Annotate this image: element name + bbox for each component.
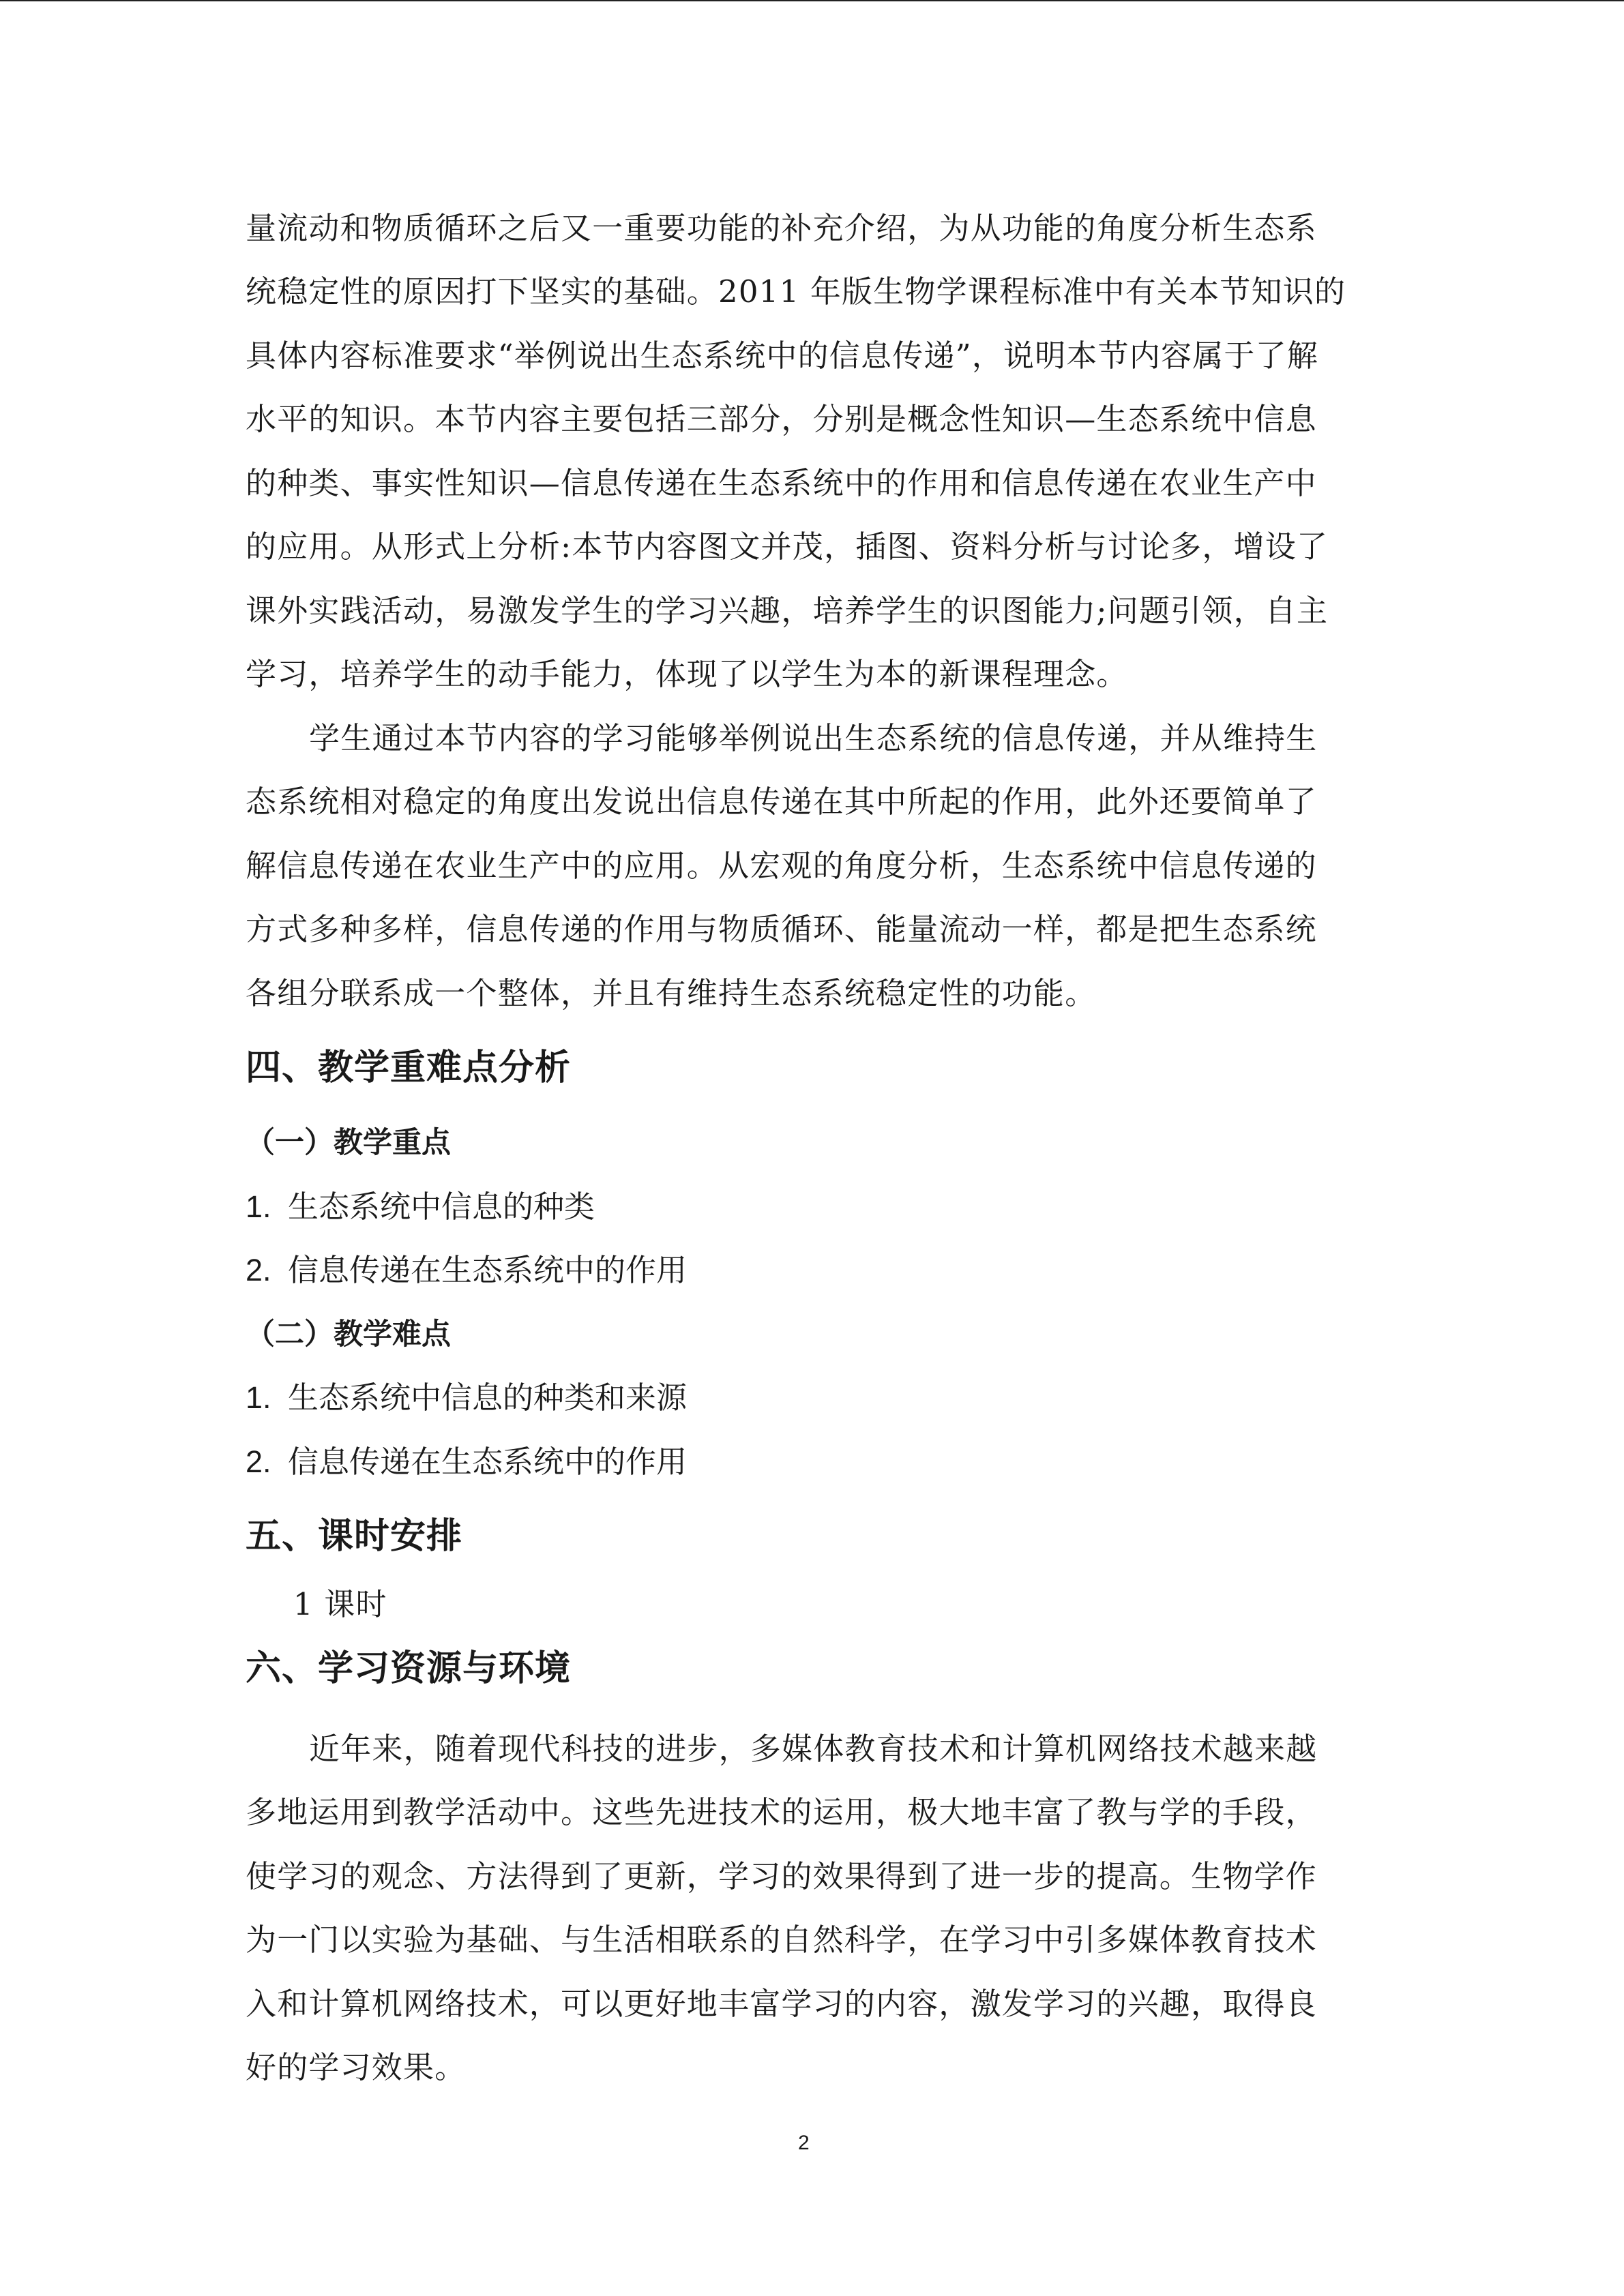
paragraph-1-line: 水平的知识。本节内容主要包括三部分，分别是概念性知识—生态系统中信息 [246, 401, 1317, 437]
paragraph-1-line: 课外实践活动，易激发学生的学习兴趣，培养学生的识图能力;问题引领，自主 [246, 593, 1329, 629]
list-item [246, 1377, 687, 1418]
section-6-paragraph-line: 近年来，随着现代科技的进步，多媒体教育技术和计算机网络技术越来越 [309, 1731, 1318, 1767]
list-item-text: 生态系统中信息的种类和来源 [288, 1380, 688, 1416]
section-6-paragraph-line: 入和计算机网络技术，可以更好地丰富学习的内容，激发学习的兴趣，取得良 [246, 1986, 1317, 2022]
paragraph-1-line: 学习，培养学生的动手能力，体现了以学生为本的新课程理念。 [246, 656, 1128, 692]
list-item-text: 生态系统中信息的种类 [288, 1189, 595, 1225]
paragraph-2-line: 态系统相对稳定的角度出发说出信息传递在其中所起的作用，此外还要简单了 [246, 784, 1317, 820]
subsection-key-points-heading: （一）教学重点 [246, 1126, 451, 1160]
list-item [246, 1250, 687, 1291]
paragraph-2-line: 方式多种多样，信息传递的作用与物质循环、能量流动一样，都是把生态系统 [246, 911, 1317, 947]
section-6-paragraph-line: 为一门以实验为基础、与生活相联系的自然科学，在学习中引多媒体教育技术 [246, 1922, 1317, 1958]
list-item-number: 2. [246, 1444, 271, 1479]
paragraph-1-line: 的应用。从形式上分析:本节内容图文并茂，插图、资料分析与讨论多，增设了 [246, 528, 1329, 565]
paragraph-1-line: 统稳定性的原因打下坚实的基础。2011 年版生物学课程标准中有关本节知识的 [246, 273, 1346, 310]
page-number: 2 [798, 2132, 810, 2154]
section-5-heading: 五、课时安排 [246, 1516, 463, 1557]
page-top-border [0, 0, 1624, 1]
section-4-heading: 四、教学重难点分析 [246, 1047, 572, 1088]
section-6-heading: 六、学习资源与环境 [246, 1648, 572, 1689]
section-6-paragraph-line: 使学习的观念、方法得到了更新，学习的效果得到了进一步的提高。生物学作 [246, 1858, 1317, 1894]
section-6-paragraph-line: 好的学习效果。 [246, 2049, 467, 2085]
paragraph-1-line: 具体内容标准要求“举例说出生态系统中的信息传递”，说明本节内容属于了解 [246, 338, 1319, 374]
list-item [246, 1187, 595, 1227]
paragraph-2-line: 学生通过本节内容的学习能够举例说出生态系统的信息传递，并从维持生 [309, 720, 1318, 756]
list-item-text: 信息传递在生态系统中的作用 [288, 1252, 688, 1288]
paragraph-1-line: 的种类、事实性知识—信息传递在生态系统中的作用和信息传递在农业生产中 [246, 465, 1317, 501]
class-hours-text: 1 课时 [293, 1586, 387, 1622]
paragraph-2-line: 解信息传递在农业生产中的应用。从宏观的角度分析，生态系统中信息传递的 [246, 848, 1317, 884]
list-item-number: 1. [246, 1380, 271, 1415]
paragraph-2-line: 各组分联系成一个整体，并且有维持生态系统稳定性的功能。 [246, 975, 1097, 1011]
subsection-difficulties-heading: （二）教学难点 [246, 1317, 451, 1352]
list-item-number: 1. [246, 1189, 271, 1224]
list-item-text: 信息传递在生态系统中的作用 [288, 1444, 688, 1480]
paragraph-1-line: 量流动和物质循环之后又一重要功能的补充介绍，为从功能的角度分析生态系 [246, 210, 1317, 246]
section-6-paragraph-line: 多地运用到教学活动中。这些先进技术的运用，极大地丰富了教与学的手段， [246, 1794, 1317, 1830]
list-item [246, 1442, 687, 1482]
list-item-number: 2. [246, 1253, 271, 1287]
